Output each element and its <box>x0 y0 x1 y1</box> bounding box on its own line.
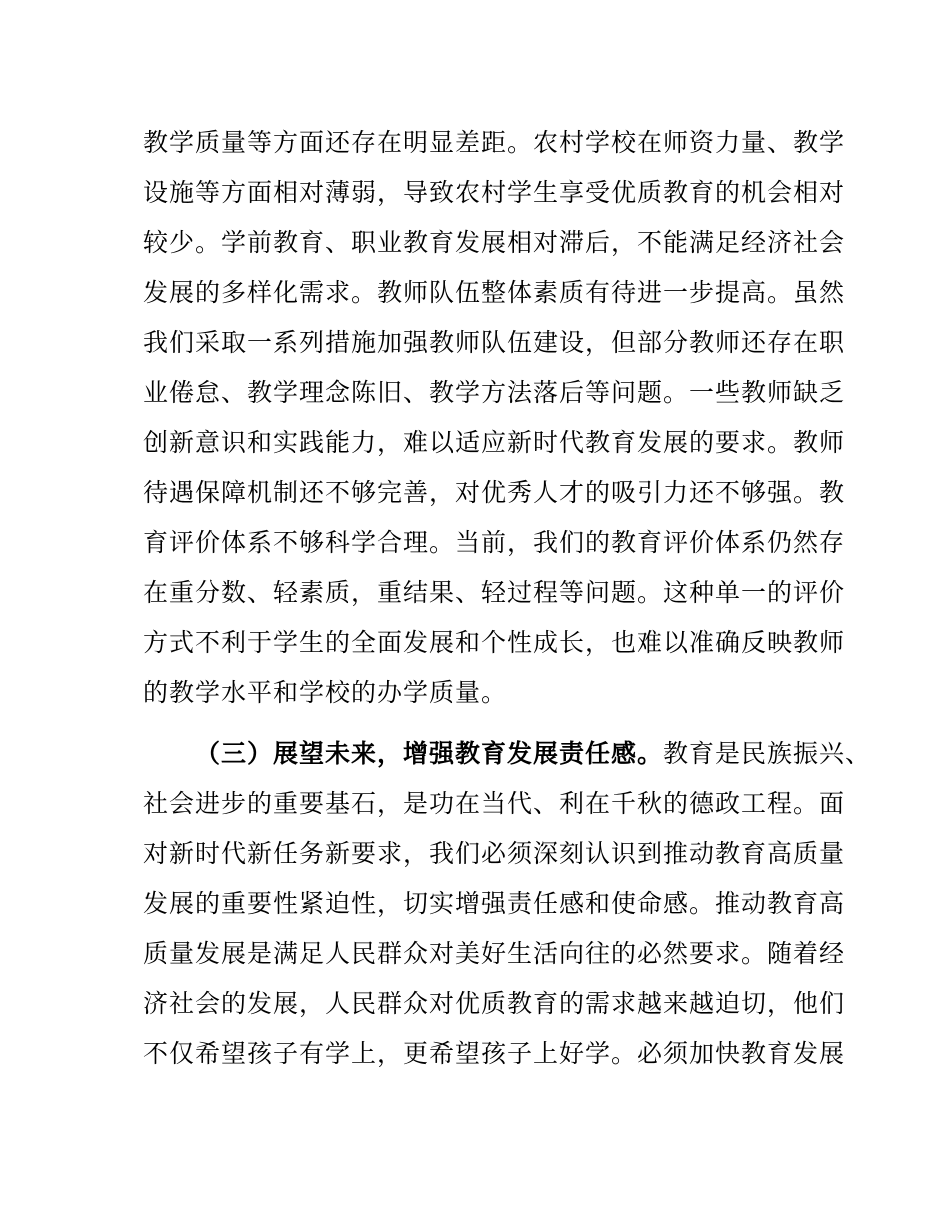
paragraph-line: 创新意识和实践能力，难以适应新时代教育发展的要求。教师 <box>143 428 846 457</box>
section-heading-line <box>195 734 872 774</box>
paragraph-line: 业倦怠、教学理念陈旧、教学方法落后等问题。一些教师缺乏 <box>143 378 846 407</box>
paragraph-line: 待遇保障机制还不够完善，对优秀人才的吸引力还不够强。教 <box>143 478 846 507</box>
paragraph-line: 发展的重要性紧迫性，切实增强责任感和使命感。推动教育高 <box>143 889 846 918</box>
paragraph-line: 较少。学前教育、职业教育发展相对滞后，不能满足经济社会 <box>143 228 846 257</box>
paragraph-line: 育评价体系不够科学合理。当前，我们的教育评价体系仍然存 <box>143 528 846 557</box>
section-heading: （三）展望未来，增强教育发展责任感。 <box>195 739 664 768</box>
paragraph-line: 对新时代新任务新要求，我们必须深刻认识到推动教育高质量 <box>143 839 846 868</box>
heading-line-rest: 教育是民族振兴、 <box>663 739 872 768</box>
paragraph-line: 不仅希望孩子有学上，更希望孩子上好学。必须加快教育发展 <box>143 1039 846 1068</box>
paragraph-line: 济社会的发展，人民群众对优质教育的需求越来越迫切，他们 <box>143 989 846 1018</box>
paragraph-line: 设施等方面相对薄弱，导致农村学生享受优质教育的机会相对 <box>143 178 846 207</box>
paragraph-line: 我们采取一系列措施加强教师队伍建设，但部分教师还存在职 <box>143 328 846 357</box>
paragraph-line: 的教学水平和学校的办学质量。 <box>143 678 508 707</box>
paragraph-line: 社会进步的重要基石，是功在当代、利在千秋的德政工程。面 <box>143 789 846 818</box>
paragraph-line: 教学质量等方面还存在明显差距。农村学校在师资力量、教学 <box>143 128 846 157</box>
paragraph-line: 质量发展是满足人民群众对美好生活向往的必然要求。随着经 <box>143 939 846 968</box>
paragraph-line: 发展的多样化需求。教师队伍整体素质有待进一步提高。虽然 <box>143 278 846 307</box>
paragraph-line: 方式不利于学生的全面发展和个性成长，也难以准确反映教师 <box>143 628 846 657</box>
paragraph-line: 在重分数、轻素质，重结果、轻过程等问题。这种单一的评价 <box>143 578 846 607</box>
